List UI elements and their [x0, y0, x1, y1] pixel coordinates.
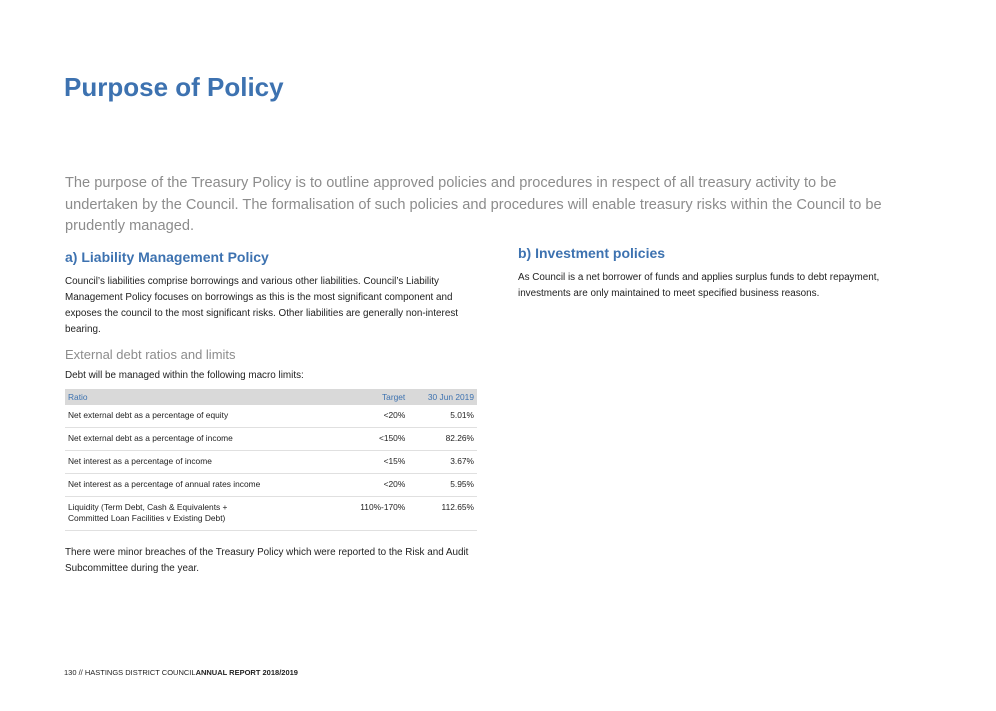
- ratio-cell: Net interest as a percentage of income: [65, 451, 341, 474]
- liability-section: [65, 248, 477, 577]
- intro-paragraph: The purpose of the Treasury Policy is to outline approved policies and procedures in respect of all treasury activity to be undertaken by the Council. The formalisation of such policies and procedures will enable treasury risks within the Council to be prudently managed.: [65, 175, 882, 234]
- target-cell: <20%: [341, 474, 408, 497]
- header-target: Target: [381, 392, 406, 402]
- page-title: Purpose of Policy: [64, 72, 284, 102]
- ratio-cell: Net external debt as a percentage of equity: [65, 405, 341, 428]
- table-header-row: [65, 389, 477, 405]
- ratio-cell: [65, 497, 341, 531]
- table-row: [65, 405, 477, 428]
- footer-prefix: 130 // HASTINGS DISTRICT COUNCIL: [64, 668, 196, 677]
- table-intro: Debt will be managed within the following macro limits:: [65, 370, 304, 381]
- investment-body: As Council is a net borrower of funds and applies surplus funds to debt repayment, investments are only maintained to meet specified business reasons.: [518, 272, 880, 299]
- breach-note: There were minor breaches of the Treasury Policy which were reported to the Risk and Audit Subcommittee during the year.: [65, 547, 469, 574]
- investment-heading: b) Investment policies: [518, 245, 666, 261]
- table-row: [65, 497, 477, 531]
- debt-ratios-table: [65, 389, 477, 531]
- ratio-cell: Net interest as a percentage of annual rates income: [65, 474, 341, 497]
- debt-ratios-subheading: External debt ratios and limits: [65, 347, 236, 362]
- ratio-line: Committed Loan Facilities v Existing Debt): [68, 513, 226, 523]
- liability-heading: a) Liability Management Policy: [65, 249, 269, 265]
- actual-cell: 5.01%: [408, 405, 477, 428]
- header-ratio: Ratio: [68, 392, 88, 402]
- target-cell: 110%-170%: [341, 497, 408, 531]
- actual-cell: 112.65%: [408, 497, 477, 531]
- target-cell: <15%: [341, 451, 408, 474]
- target-cell: <20%: [341, 405, 408, 428]
- liability-body: Council’s liabilities comprise borrowings and various other liabilities. Council’s Liability Management Policy focuses on borrowings as this is the most significant component and exposes the council to the most significant risks. Other liabilities are generally non-interest bearing.: [65, 276, 458, 335]
- table-row: [65, 474, 477, 497]
- page-footer: [64, 668, 298, 677]
- footer-report-title: ANNUAL REPORT 2018/2019: [195, 668, 298, 677]
- actual-cell: 5.95%: [408, 474, 477, 497]
- header-30-jun-2019: 30 Jun 2019: [427, 392, 474, 402]
- actual-cell: 3.67%: [408, 451, 477, 474]
- table-row: [65, 451, 477, 474]
- ratio-cell: Net external debt as a percentage of income: [65, 428, 341, 451]
- investment-section: [518, 244, 918, 302]
- actual-cell: 82.26%: [408, 428, 477, 451]
- ratio-line: Liquidity (Term Debt, Cash & Equivalents +: [68, 502, 228, 512]
- target-cell: <150%: [341, 428, 408, 451]
- table-row: [65, 428, 477, 451]
